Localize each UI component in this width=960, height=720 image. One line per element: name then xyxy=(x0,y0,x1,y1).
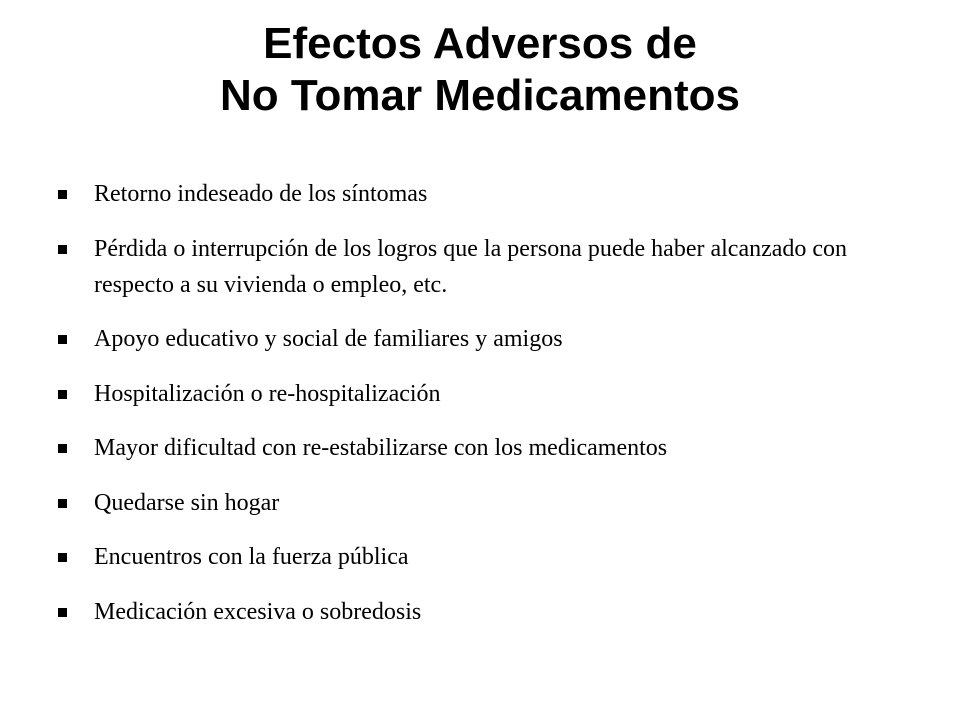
bullet-text: Pérdida o interrupción de los logros que la persona puede haber alcanzado con respecto a su vivienda o empleo, etc. xyxy=(94,235,848,298)
square-bullet-icon xyxy=(58,390,67,399)
bullet-item xyxy=(58,594,918,630)
square-bullet-icon xyxy=(58,499,67,508)
bullet-item xyxy=(58,485,918,521)
title-line-1: Efectos Adversos de xyxy=(263,19,697,68)
square-bullet-icon xyxy=(58,553,67,562)
bullet-item xyxy=(58,376,918,412)
bullet-list xyxy=(58,176,918,648)
bullet-text: Retorno indeseado de los síntomas xyxy=(94,181,428,207)
bullet-text: Quedarse sin hogar xyxy=(94,489,280,516)
square-bullet-icon xyxy=(58,444,67,453)
square-bullet-icon xyxy=(58,245,67,254)
bullet-item xyxy=(58,430,918,466)
bullet-item xyxy=(58,539,918,575)
square-bullet-icon xyxy=(58,608,67,617)
square-bullet-icon xyxy=(58,190,67,199)
bullet-text: Hospitalización o re-hospitalización xyxy=(94,380,441,407)
bullet-text: Encuentros con la fuerza pública xyxy=(94,544,409,570)
bullet-text: Mayor dificultad con re-estabilizarse con los medicamentos xyxy=(94,435,668,461)
bullet-text: Apoyo educativo y social de familiares y amigos xyxy=(94,326,563,352)
bullet-item xyxy=(58,321,918,357)
title-line-2: No Tomar Medicamentos xyxy=(220,71,740,120)
bullet-text: Medicación excesiva o sobredosis xyxy=(94,598,422,625)
slide-title xyxy=(0,18,960,122)
bullet-item xyxy=(58,231,854,303)
bullet-item xyxy=(58,176,918,212)
square-bullet-icon xyxy=(58,335,67,344)
